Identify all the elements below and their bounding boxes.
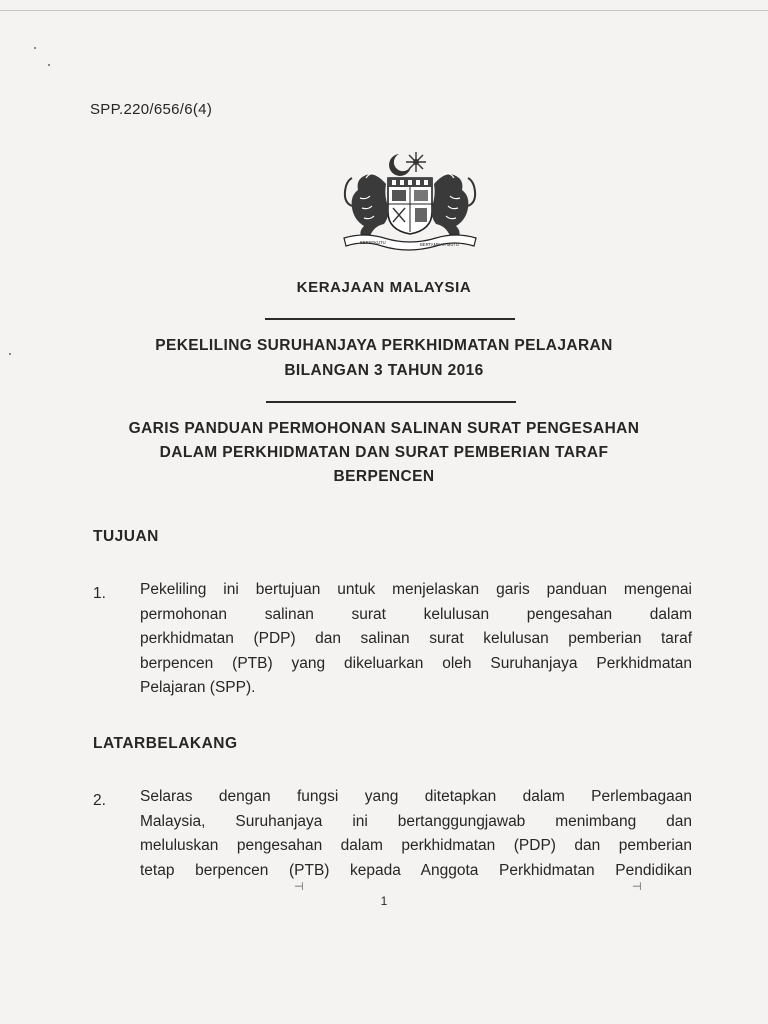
section-heading-tujuan: TUJUAN	[93, 528, 159, 545]
scan-speck	[48, 64, 50, 66]
paragraph-latarbelakang	[140, 785, 692, 883]
divider-line	[265, 318, 515, 320]
scan-mark: ⊣	[632, 881, 642, 893]
paragraph-tujuan	[140, 578, 692, 701]
subject-line: GARIS PANDUAN PERMOHONAN SALINAN SURAT PENGESAHAN	[128, 420, 640, 437]
scan-edge-line	[0, 10, 768, 11]
paragraph-line: permohonan salinan surat kelulusan pengesahan dalam	[140, 605, 692, 623]
paragraph-line: tetap berpencen (PTB) kepada Anggota Perkhidmatan Pendidikan	[140, 861, 692, 879]
paragraph-line: Selaras dengan fungsi yang ditetapkan dalam Perlembagaan	[140, 788, 692, 805]
paragraph-line: Pekeliling ini bertujuan untuk menjelaskan garis panduan mengenai	[140, 581, 692, 598]
paragraph-number: 1.	[93, 585, 106, 602]
subject-line: BERPENCEN	[333, 468, 435, 485]
divider-line	[266, 401, 516, 403]
subject-line: DALAM PERKHIDMATAN DAN SURAT PEMBERIAN TARAF	[159, 444, 609, 461]
crest-motto-left: BERSEKUTU	[360, 240, 386, 245]
reference-number: SPP.220/656/6(4)	[90, 101, 213, 118]
paragraph-line: Malaysia, Suruhanjaya ini bertanggungjawab menimbang dan	[140, 812, 692, 830]
paragraph-line: Pelajaran (SPP).	[140, 679, 256, 696]
scan-speck	[34, 47, 36, 49]
malaysia-coat-of-arms-icon	[330, 148, 490, 256]
government-heading: KERAJAAN MALAYSIA	[296, 279, 472, 296]
circular-title-line: PEKELILING SURUHANJAYA PERKHIDMATAN PELAJARAN	[155, 337, 613, 354]
paragraph-line: meluluskan pengesahan dalam perkhidmatan (PDP) dan pemberian	[140, 837, 692, 854]
section-heading-latarbelakang: LATARBELAKANG	[93, 735, 238, 752]
paragraph-number: 2.	[93, 792, 106, 809]
paragraph-line: perkhidmatan (PDP) dan salinan surat kelulusan pemberian taraf	[140, 630, 692, 647]
paragraph-line: berpencen (PTB) yang dikeluarkan oleh Suruhanjaya Perkhidmatan	[140, 654, 692, 672]
scan-mark: ⊣	[294, 881, 304, 893]
circular-number-line: BILANGAN 3 TAHUN 2016	[284, 362, 484, 379]
page-number: 1	[380, 894, 388, 908]
crest-motto-right: BERTAMBAH MUTU	[420, 242, 459, 247]
